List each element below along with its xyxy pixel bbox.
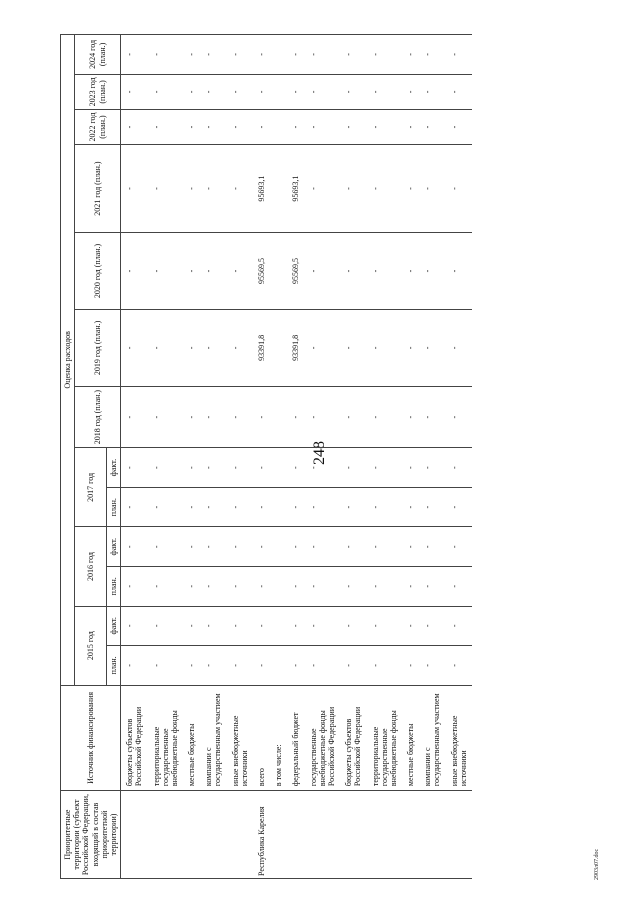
value-cell <box>270 448 287 488</box>
value-cell: - <box>402 309 419 386</box>
header-2023: 2023 год (план.) <box>75 74 121 109</box>
value-cell: - <box>367 74 403 109</box>
source-cell: государственные внебюджетные фонды Российской Федерации <box>305 685 341 790</box>
value-cell: - <box>340 233 366 310</box>
value-cell: - <box>340 109 366 144</box>
value-cell: - <box>305 35 341 75</box>
source-cell: в том числе: <box>270 685 287 790</box>
value-cell: - <box>419 527 445 567</box>
table-row <box>270 35 287 879</box>
header-2017-fact: факт. <box>106 448 120 488</box>
header-2016: 2016 год <box>75 527 107 606</box>
value-cell: - <box>419 233 445 310</box>
value-cell: - <box>253 487 270 527</box>
table-row <box>305 35 341 879</box>
value-cell: 95693,1 <box>287 145 304 233</box>
value-cell: - <box>419 487 445 527</box>
value-cell: - <box>227 145 253 233</box>
document-footer: 2903л07.doc <box>594 848 600 880</box>
table-row <box>446 35 472 879</box>
value-cell: - <box>419 386 445 448</box>
value-cell: - <box>253 386 270 448</box>
territory-cell: Республика Карелия <box>253 791 270 879</box>
header-2016-fact: факт. <box>106 527 120 567</box>
value-cell: - <box>305 145 341 233</box>
value-cell: - <box>183 448 200 488</box>
header-2015-plan: план. <box>106 646 120 686</box>
value-cell: - <box>367 527 403 567</box>
value-cell: - <box>253 35 270 75</box>
header-2022: 2022 год (план.) <box>75 109 121 144</box>
value-cell: - <box>340 74 366 109</box>
value-cell: - <box>367 309 403 386</box>
value-cell: - <box>253 646 270 686</box>
value-cell <box>270 35 287 75</box>
value-cell: - <box>200 646 226 686</box>
value-cell: - <box>200 606 226 646</box>
territory-cell <box>419 791 445 879</box>
value-cell: - <box>253 109 270 144</box>
value-cell: - <box>419 145 445 233</box>
value-cell: - <box>402 487 419 527</box>
value-cell: - <box>121 74 148 109</box>
value-cell: - <box>227 487 253 527</box>
value-cell: - <box>446 386 472 448</box>
value-cell: - <box>148 109 184 144</box>
value-cell: - <box>402 646 419 686</box>
value-cell: - <box>402 145 419 233</box>
value-cell: - <box>419 109 445 144</box>
value-cell <box>270 109 287 144</box>
header-source: Источник финансирования <box>61 685 121 790</box>
value-cell: - <box>121 109 148 144</box>
table-body <box>121 35 472 879</box>
value-cell: - <box>183 109 200 144</box>
value-cell: - <box>148 527 184 567</box>
value-cell: - <box>402 606 419 646</box>
territory-cell <box>367 791 403 879</box>
value-cell <box>270 74 287 109</box>
table-row <box>253 35 270 879</box>
value-cell: - <box>253 74 270 109</box>
value-cell: - <box>148 233 184 310</box>
value-cell: - <box>183 567 200 607</box>
value-cell: - <box>340 527 366 567</box>
value-cell: - <box>446 527 472 567</box>
value-cell: - <box>183 527 200 567</box>
value-cell: - <box>446 35 472 75</box>
value-cell: - <box>227 35 253 75</box>
table-row <box>367 35 403 879</box>
value-cell: - <box>446 567 472 607</box>
value-cell <box>270 567 287 607</box>
table-row <box>340 35 366 879</box>
value-cell: - <box>200 74 226 109</box>
value-cell: - <box>253 448 270 488</box>
value-cell: - <box>148 567 184 607</box>
value-cell: - <box>446 145 472 233</box>
value-cell: - <box>419 309 445 386</box>
value-cell: - <box>305 309 341 386</box>
value-cell: - <box>253 567 270 607</box>
value-cell: - <box>183 487 200 527</box>
value-cell: - <box>227 109 253 144</box>
table-row <box>419 35 445 879</box>
source-cell: всего <box>253 685 270 790</box>
value-cell: - <box>200 527 226 567</box>
value-cell: - <box>340 646 366 686</box>
page-number: 248 <box>311 441 328 465</box>
header-2020: 2020 год (план.) <box>75 233 121 310</box>
value-cell: 93391,8 <box>287 309 304 386</box>
value-cell <box>270 233 287 310</box>
source-cell: бюджеты субъектов Российской Федерации <box>121 685 148 790</box>
rotated-table-container <box>60 34 580 879</box>
value-cell: - <box>183 606 200 646</box>
value-cell: - <box>253 527 270 567</box>
value-cell: - <box>419 74 445 109</box>
value-cell: - <box>305 74 341 109</box>
territory-cell <box>200 791 226 879</box>
value-cell: - <box>200 487 226 527</box>
value-cell: - <box>227 309 253 386</box>
table-row <box>402 35 419 879</box>
table-row <box>200 35 226 879</box>
value-cell: - <box>419 35 445 75</box>
value-cell: - <box>305 448 341 488</box>
header-2016-plan: план. <box>106 567 120 607</box>
value-cell: - <box>367 386 403 448</box>
value-cell: - <box>305 567 341 607</box>
table-row <box>121 35 148 879</box>
territory-cell <box>340 791 366 879</box>
value-cell: - <box>340 567 366 607</box>
value-cell: - <box>446 233 472 310</box>
value-cell: 93391,8 <box>253 309 270 386</box>
value-cell: - <box>183 386 200 448</box>
value-cell: - <box>402 35 419 75</box>
value-cell: - <box>148 606 184 646</box>
source-cell: бюджеты субъектов Российской Федерации <box>340 685 366 790</box>
value-cell: - <box>121 567 148 607</box>
value-cell: - <box>227 606 253 646</box>
value-cell: - <box>402 109 419 144</box>
value-cell: - <box>121 487 148 527</box>
header-2015: 2015 год <box>75 606 107 685</box>
value-cell <box>270 646 287 686</box>
value-cell: - <box>367 487 403 527</box>
value-cell: - <box>446 448 472 488</box>
value-cell: - <box>148 145 184 233</box>
value-cell: - <box>305 487 341 527</box>
value-cell: 95693,1 <box>253 145 270 233</box>
header-2015-fact: факт. <box>106 606 120 646</box>
value-cell: - <box>121 646 148 686</box>
value-cell <box>270 606 287 646</box>
value-cell: - <box>148 386 184 448</box>
territory-cell <box>287 791 304 879</box>
value-cell: - <box>367 448 403 488</box>
value-cell: - <box>446 646 472 686</box>
value-cell: - <box>367 606 403 646</box>
value-cell: - <box>148 309 184 386</box>
value-cell: - <box>227 386 253 448</box>
value-cell: - <box>367 145 403 233</box>
value-cell: - <box>148 35 184 75</box>
header-2021: 2021 год (план.) <box>75 145 121 233</box>
value-cell: - <box>121 448 148 488</box>
value-cell: - <box>183 35 200 75</box>
source-cell: иные внебюджетные источники <box>227 685 253 790</box>
territory-cell <box>121 791 148 879</box>
value-cell: - <box>227 646 253 686</box>
value-cell: - <box>121 606 148 646</box>
value-cell: - <box>446 606 472 646</box>
value-cell: - <box>148 448 184 488</box>
value-cell: - <box>287 448 304 488</box>
value-cell: - <box>367 233 403 310</box>
value-cell <box>270 145 287 233</box>
value-cell: - <box>183 145 200 233</box>
expenditure-table <box>60 34 472 879</box>
value-cell: - <box>419 448 445 488</box>
value-cell: - <box>340 487 366 527</box>
value-cell: - <box>367 109 403 144</box>
value-cell: - <box>183 646 200 686</box>
value-cell: - <box>227 74 253 109</box>
table-row <box>183 35 200 879</box>
value-cell: - <box>287 606 304 646</box>
value-cell: - <box>446 487 472 527</box>
value-cell: - <box>121 309 148 386</box>
value-cell: - <box>227 567 253 607</box>
value-cell: - <box>227 233 253 310</box>
value-cell: - <box>200 448 226 488</box>
value-cell: - <box>402 386 419 448</box>
value-cell: - <box>200 309 226 386</box>
source-cell: местные бюджеты <box>183 685 200 790</box>
value-cell: - <box>340 145 366 233</box>
value-cell: - <box>305 233 341 310</box>
value-cell: - <box>340 606 366 646</box>
territory-cell <box>270 791 287 879</box>
source-cell: территориальные государственные внебюджетные фонды <box>148 685 184 790</box>
territory-cell <box>227 791 253 879</box>
value-cell: - <box>227 527 253 567</box>
value-cell: - <box>305 646 341 686</box>
source-cell: компании с государственным участием <box>200 685 226 790</box>
value-cell: - <box>305 606 341 646</box>
value-cell: - <box>200 145 226 233</box>
value-cell: - <box>200 567 226 607</box>
value-cell: - <box>419 646 445 686</box>
value-cell: - <box>402 74 419 109</box>
value-cell: - <box>402 567 419 607</box>
value-cell: - <box>340 35 366 75</box>
territory-cell <box>183 791 200 879</box>
value-cell: - <box>305 109 341 144</box>
value-cell: - <box>200 233 226 310</box>
value-cell: - <box>367 567 403 607</box>
header-row-1 <box>61 35 75 879</box>
value-cell: - <box>305 386 341 448</box>
value-cell: - <box>148 646 184 686</box>
header-2017: 2017 год <box>75 448 107 527</box>
value-cell: - <box>121 35 148 75</box>
territory-cell <box>148 791 184 879</box>
header-2017-plan: план. <box>106 487 120 527</box>
value-cell <box>270 386 287 448</box>
value-cell: - <box>121 145 148 233</box>
header-2018: 2018 год (план.) <box>75 386 121 448</box>
value-cell: - <box>148 74 184 109</box>
value-cell: 95569,5 <box>253 233 270 310</box>
value-cell: - <box>121 233 148 310</box>
value-cell: - <box>367 646 403 686</box>
value-cell: - <box>200 386 226 448</box>
value-cell: - <box>402 527 419 567</box>
header-territory: Приоритетные территории (субъект Российской Федерации, входящий в состав приоритетной территории) <box>61 791 121 879</box>
value-cell: - <box>287 567 304 607</box>
value-cell: - <box>287 527 304 567</box>
value-cell: - <box>183 233 200 310</box>
value-cell: - <box>200 35 226 75</box>
value-cell: - <box>287 109 304 144</box>
table-row <box>227 35 253 879</box>
value-cell <box>270 487 287 527</box>
value-cell: - <box>200 109 226 144</box>
value-cell: - <box>446 309 472 386</box>
value-cell: - <box>121 386 148 448</box>
value-cell: - <box>287 386 304 448</box>
value-cell: - <box>402 448 419 488</box>
header-estimate: Оценка расходов <box>61 35 75 686</box>
value-cell: - <box>148 487 184 527</box>
header-2024: 2024 год (план.) <box>75 35 121 75</box>
value-cell: - <box>367 35 403 75</box>
value-cell: - <box>253 606 270 646</box>
source-cell: федеральный бюджет <box>287 685 304 790</box>
value-cell: - <box>419 567 445 607</box>
source-cell: компании с государственным участием <box>419 685 445 790</box>
table-row <box>287 35 304 879</box>
value-cell: 95569,5 <box>287 233 304 310</box>
value-cell: - <box>305 527 341 567</box>
territory-cell <box>446 791 472 879</box>
source-cell: территориальные государственные внебюджетные фонды <box>367 685 403 790</box>
territory-cell <box>402 791 419 879</box>
value-cell: - <box>402 233 419 310</box>
source-cell: местные бюджеты <box>402 685 419 790</box>
value-cell: - <box>419 606 445 646</box>
value-cell: - <box>287 35 304 75</box>
value-cell: - <box>287 646 304 686</box>
value-cell <box>270 309 287 386</box>
value-cell: - <box>340 386 366 448</box>
header-2019: 2019 год (план.) <box>75 309 121 386</box>
territory-cell <box>305 791 341 879</box>
value-cell: - <box>340 309 366 386</box>
value-cell: - <box>446 74 472 109</box>
value-cell: - <box>446 109 472 144</box>
value-cell: - <box>287 74 304 109</box>
value-cell <box>270 527 287 567</box>
value-cell: - <box>121 527 148 567</box>
value-cell: - <box>340 448 366 488</box>
value-cell: - <box>183 74 200 109</box>
value-cell: - <box>183 309 200 386</box>
value-cell: - <box>287 487 304 527</box>
source-cell: иные внебюджетные источники <box>446 685 472 790</box>
table-row <box>148 35 184 879</box>
value-cell: - <box>227 448 253 488</box>
